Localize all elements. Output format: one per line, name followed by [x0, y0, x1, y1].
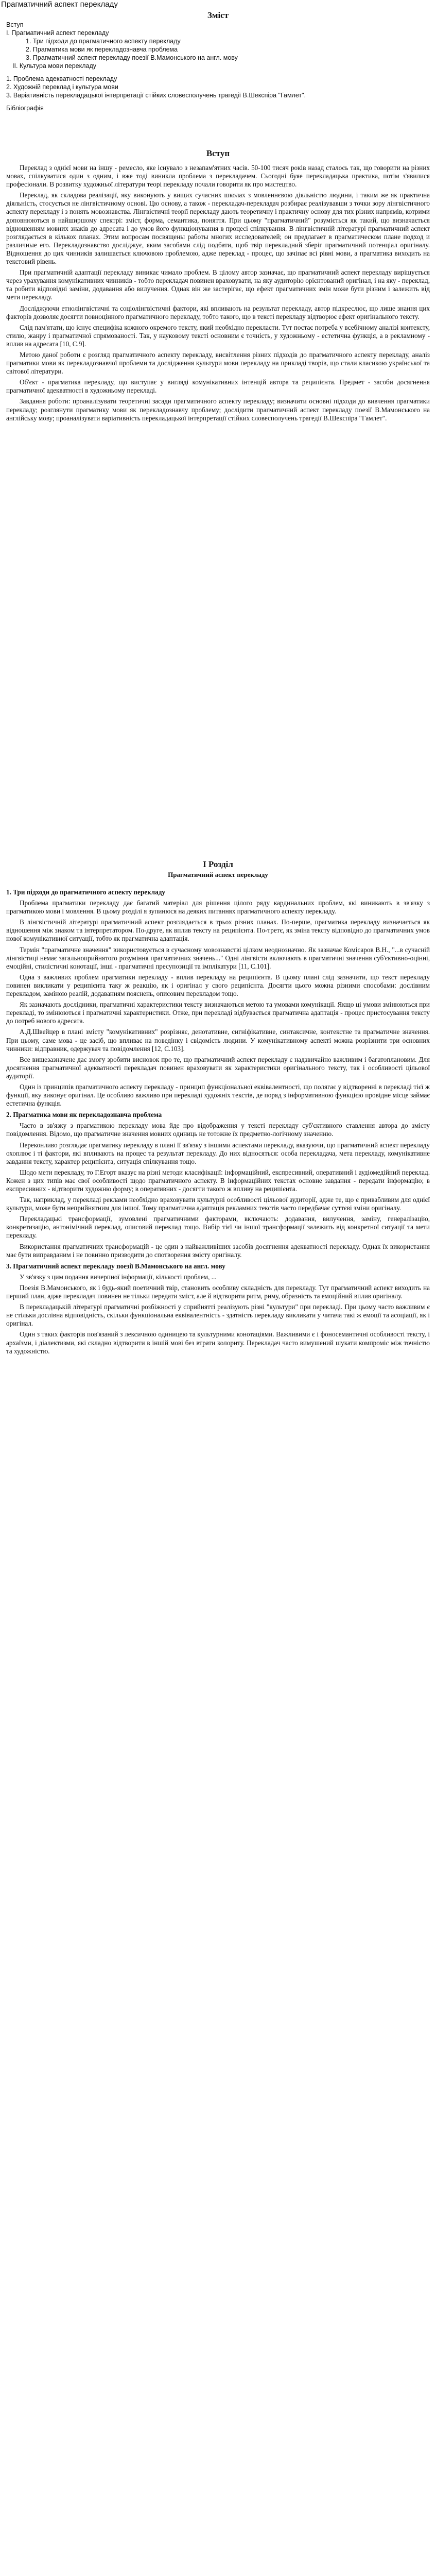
chapter-body	[6, 885, 430, 1358]
section-paragraph: Використання прагматичних трансформацій - це один з найважливіших засобів досягнення адекватності перекладу. Однак їх використання має бути виправданим і не повинно призводити до спотворення змісту оригіналу.	[6, 1242, 430, 1259]
section-paragraph: Один із принципів прагматичного аспекту перекладу - принцип функціональної еквівалентності, що полягає у відтворенні в перекладі тієї ж функції, яку виконує оригінал. Це особливо важливо при перекладі художніх текстів, де поряд з інформативною функцією провідне місце займає естетична функція.	[6, 1082, 430, 1108]
table-of-contents	[6, 21, 428, 112]
chapter-heading: I Розділ	[203, 859, 233, 869]
section-paragraph: У зв'язку з цим подання вичерпної інформації, кількості проблем, ...	[20, 1273, 217, 1281]
section-paragraph: Один з таких факторів пов'язаний з лексичною одиницею та культурними конотаціями. Важливими є і фоносемантичні особливості тексту, і архаїзми, і діалектизми, які складно відтворити в іншій мові без втрати колориту. Перекладач часто вимушений шукати компроміс між точністю та художністю.	[6, 1330, 430, 1355]
toc-item[interactable]: 1. Проблема адекватності перекладу	[6, 75, 117, 82]
toc-item[interactable]: 2. Художній переклад і культура мови	[6, 83, 118, 91]
section-paragraph: Проблема прагматики перекладу дає багатий матеріал для рішення цілого ряду кардинальних проблем, які виникають в зв'язку з прагматикою мови і мовлення. В цьому розділі я зупинюся на деяких питаннях прагматичного аспекту перекладу.	[6, 899, 430, 916]
toc-item[interactable]: 3. Варіативність перекладацької інтерпретації стійких словесполучень трагедії В.Шекспіра "Гамлет".	[6, 92, 306, 99]
section-paragraph: Все вищезазначене дає змогу зробити висновок про те, що прагматичний аспект перекладу є надзвичайно важливим і багатоплановим. Для досягнення прагматичної адекватності перекладач повинен враховувати як характеристики оригінального тексту, так і особливості цільової аудиторії.	[6, 1055, 430, 1080]
section-paragraph: Так, наприклад, у перекладі реклами необхідно враховувати культурні особливості цільової аудиторії, адже те, що є привабливим для однієї культури, може бути неприйнятним для іншої. Тому прагматична адаптація рекламних текстів часто передбачає суттєві зміни оригіналу.	[6, 1196, 430, 1212]
section-title: 2. Прагматика мови як перекладознавча проблема	[6, 1111, 162, 1119]
section-paragraph: Термін "прагматичне значення" використовується в сучасному мовознавстві цілком неоднозначно. Як зазначає Комісаров В.Н., "...в сучасній лінгвістиці немає загальноприйнятого розуміння прагматичних значень..." Одні лінгвісти включають в прагматичні значення суб'єктивно-оцінні, емоційні, стилістичні конотації, інші - прагматичні пресупозиції та імплікатури [11, С.101].	[6, 945, 430, 970]
intro-paragraph: Слід пам'ятати, що існує специфіка кожного окремого тексту, який необхідно перекласти. Тут постає потреба у всебічному аналізі контексту, стилю, жанру і прагматичної спрямованості. Так, у науковому тексті основним є точність, у художньому - естетична функція, а в рекламному - вплив на адресата [10, С.9].	[6, 323, 430, 348]
intro-paragraph: При прагматичній адаптації перекладу виникає чимало проблем. В цілому автор зазначає, що прагматичний аспект перекладу вирішується через урахування комунікативних чинників - тобто перекладач повинен враховувати, на яку аудиторію орієнтований оригінал, і на яку - переклад, та робити відповідні заміни, додавання або вилучення. Однак він же застерігає, що ефект прагматичних змін може бути різним і залежить від мети перекладу.	[6, 268, 430, 301]
intro-paragraph: Метою даної роботи є розгляд прагматичного аспекту перекладу, висвітлення різних підходів до прагматичного аспекту перекладу, аналіз прагматики мови як перекладознавчої проблеми та дослідження культури мови перекладу на прикладі творів, що стали класикою української та світової літератури.	[6, 350, 430, 376]
intro-paragraph: Переклад, як складова реалізації, яку виконують у вищих сучасних школах з мовленнєвою діяльністю людини, і таким же як практична діяльність, стосується не лінгвістичному основі. Цю основу, а також - перекладач-перекладач розбирає реалізувавши з точки зору лінгвістичного аспекту перекладу і з понять мовознавства. Лінгвістичні теорії перекладу дають теоретичну і практичну основу для тих різних напрямів, котрими доповнюються в найширшому спектрі: зміст, форма, семантика, поняття. При цьому "прагматичний" розуміється як такий, що визначається відношенням мовних знаків до адресата і до умов його функціонування в процесі спілкування. В лінгвістичній літературі прагматичний аспект розглядається в кількох планах. Этим вопросам посвящены работы многих исследователей; он предлагает в прагматическом плане подход и различные его. Перекладознавство досліджує, яким засобами слід подбати, щоб твір перекладний зберіг прагматичний потенціал оригіналу. Відношення до цих чинників залишається ключовою проблемою, адже переклад - процес, що зачіпає всі рівні мови, а прагматика виходить на текстовий рівень.	[6, 191, 430, 266]
intro-paragraph: Досліджуючи етнолінгвістичні та соціолінгвістичні фактори, які впливають на результат перекладу, автор підкреслює, що лише знання цих факторів дозволяє досягти повноцінного прагматичного перекладу, тобто такого, що в тексті перекладу відтворює ефект оригінального тексту.	[6, 304, 430, 320]
section-paragraph: Щодо мети перекладу, то Г.Егорт вказує на різні методи класифікації: інформаційний, експресивний, оперативний і аудіомедійний переклад. Кожен з цих типів має свої особливості щодо прагматичного аспекту. В інформаційних текстах основне завдання - передати інформацію; в експресивних - відтворити художню форму; в оперативних - досягти такого ж впливу на реципієнта.	[6, 1168, 430, 1193]
section-paragraph: Переконливо розглядає прагматику перекладу в плані її зв'язку з іншими аспектами перекладу, вказуючи, що прагматичний аспект перекладу охоплює і ті фактори, які впливають на процес та результат перекладу. До них відносяться: особа перекладача, мета перекладу, комунікативне завдання тексту, характер реципієнта, ситуація спілкування тощо.	[6, 1141, 430, 1165]
section-paragraph: Одна з важливих проблем прагматики перекладу - вплив перекладу на реципієнта. В цьому плані слід зазначити, що текст перекладу повинен викликати у реципієнта таку ж реакцію, як і оригінал у свого реципієнта. Досягти цього можна різними способами: дослівним перекладом, заміною реалій, додаванням пояснень, описовим перекладом тощо.	[6, 973, 430, 998]
toc-item[interactable]: 2. Прагматика мови як перекладознавча проблема	[26, 46, 178, 53]
chapter-subheading: Прагматичний аспект перекладу	[168, 871, 268, 878]
intro-heading: Вступ	[206, 148, 230, 158]
intro-paragraph: Об'єкт - прагматика перекладу, що виступає у вигляді комунікативних інтенцій автора та реципієнта. Предмет - засоби досягнення прагматичної адекватності в художньому перекладі.	[6, 378, 430, 395]
section-paragraph: В перекладацькій літературі прагматичні розбіжності у сприйнятті реалізують різні "культури" при перекладі. При цьому часто важливим є не стільки дослівна відповідність, скільки функціональна еквівалентність - здатність перекладу викликати у читача такі ж емоції та асоціації, як і оригінал.	[6, 1303, 430, 1328]
toc-gap	[6, 70, 428, 75]
intro-paragraph: Завдання роботи: проаналізувати теоретичні засади прагматичного аспекту перекладу; визначити основні підходи до вивчення прагматики перекладу; розглянути прагматику мови як перекладознавчу проблему; дослідити прагматичний аспект перекладу поезії В.Мамонського на англійську мову; проаналізувати варіативність перекладацької інтерпретації стійких словесполучень трагедії В.Шекспіра "Гамлет".	[6, 397, 430, 422]
toc-item[interactable]: I. Прагматичний аспект перекладу	[6, 29, 109, 37]
section-paragraph: В лінгвістичній літературі прагматичний аспект розглядається в трьох різних планах. По-перше, прагматика перекладу визначається як відношення між знаком та інтерпретатором. По-друге, як вплив тексту на реципієнта. По-третє, як зміна тексту відповідно до прагматичних умов нової комунікативної ситуації, тобто як прагматична адаптація.	[6, 918, 430, 943]
toc-gap	[6, 99, 428, 104]
section-paragraph: А.Д.Швейцер в плані змісту "комунікативних" розрізняє, денотативне, сигніфікативне, синтаксичне, контекстне та прагматичне значення. При цьому, саме мова - це засіб, що впливає на поведінку і свідомість людини. У комунікативному аспекті можна розрізнити три основних чинники: відправник, одержувач та повідомлення [12, С.103].	[6, 1028, 430, 1053]
toc-item[interactable]: 1. Три підходи до прагматичного аспекту перекладу	[26, 38, 181, 45]
section-paragraph: Часто в зв'язку з прагматикою перекладу мова йде про відображення у тексті перекладу суб'єктивного ставлення автора до змісту повідомлення. Відомо, що прагматичне значення мовних одиниць не тотожне їх предметно-логічному значенню.	[6, 1122, 430, 1138]
section-paragraph: Перекладацькі трансформації, зумовлені прагматичними факторами, включають: додавання, вилучення, заміну, генералізацію, конкретизацію, антонімічний переклад, описовий переклад тощо. Вибір тієї чи іншої трансформації залежить від конкретної ситуації та мети перекладу.	[6, 1215, 430, 1240]
section-title: 3. Прагматичний аспект перекладу поезії В.Мамонського на англ. мову	[6, 1262, 225, 1270]
toc-item[interactable]: Бібліографія	[6, 105, 44, 112]
document-title: Прагматичний аспект перекладу	[1, 0, 118, 9]
section-paragraph: Як зазначають дослідники, прагматичні характеристики тексту визначаються метою та умовами комунікації. Якщо ці умови змінюються при перекладі, то змінюються і прагматичні характеристики. Отже, при перекладі відбувається прагматична адаптація - процес пристосування тексту до потреб нового адресата.	[6, 1001, 430, 1025]
section-paragraph: Поезія В.Мамонського, як і будь-який поетичний твір, становить особливу складність для перекладу. Тут прагматичний аспект виходить на перший план, адже перекладач повинен не тільки передати зміст, але й відтворити ритм, риму, образність та емоційний вплив оригіналу.	[6, 1283, 430, 1300]
intro-paragraph: Переклад з однієї мови на іншу - ремесло, яке існувало з незапам'ятних часів. 50-100 тисяч років назад сталось так, що говорити на різних мовах, спілкуватися один з одним, і вже тоді виникла проблема з перекладачем. Сьогодні буяе перекладацька практика, потім з'явилися професіонали. В розвитку художньої літератури теорі перекладу почали говорити як про мистецтво.	[6, 164, 430, 189]
section-title: 1. Три підходи до прагматичного аспекту перекладу	[6, 888, 166, 896]
toc-heading: Зміст	[207, 10, 229, 20]
toc-item[interactable]: 3. Прагматичний аспект перекладу поезії В.Мамонського на англ. мову	[26, 54, 238, 61]
toc-item[interactable]: Вступ	[6, 21, 24, 28]
intro-body	[6, 164, 430, 425]
toc-item[interactable]: II. Культура мови перекладу	[12, 62, 96, 70]
